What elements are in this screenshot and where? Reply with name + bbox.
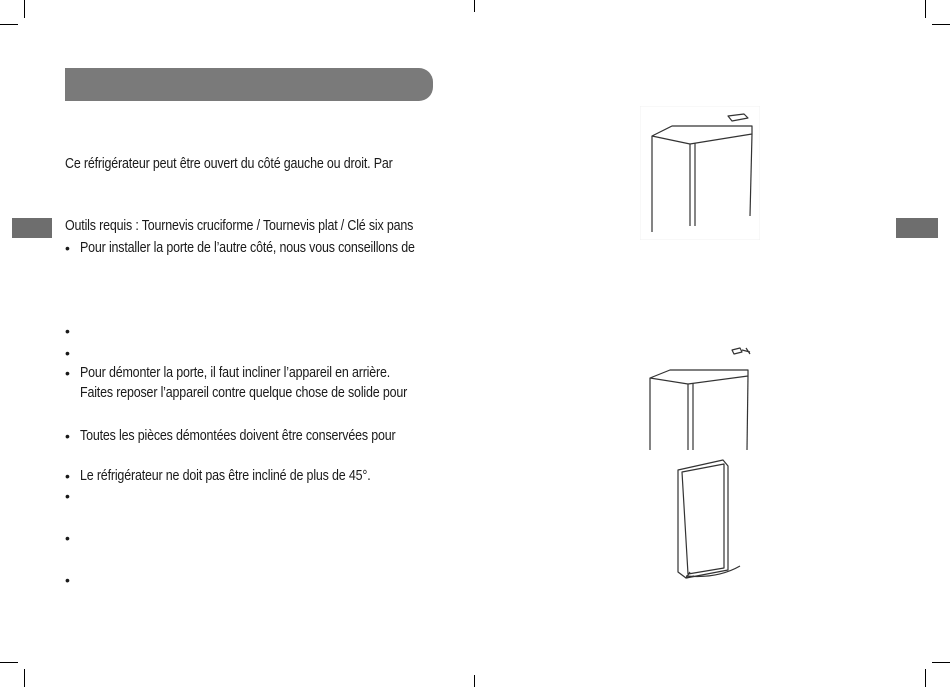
bullet: •	[65, 240, 70, 256]
bullet: •	[65, 572, 70, 588]
bullet: •	[65, 468, 70, 484]
section-header-bar	[65, 68, 433, 101]
fridge-hinge-cover-figure	[640, 106, 760, 240]
bullet: •	[65, 428, 70, 444]
intro-text: Ce réfrigérateur peut être ouvert du côté gauche ou droit. Par	[65, 156, 393, 172]
right-page-tab	[896, 218, 938, 238]
bullet: •	[65, 530, 70, 546]
bullet-text: Pour installer la porte de l’autre côté, nous vous conseillons de	[80, 240, 415, 256]
crop-mark	[474, 0, 475, 12]
bullet-text: Pour démonter la porte, il faut incliner l’appareil en arrière.	[80, 365, 391, 381]
bullet: •	[65, 345, 70, 361]
crop-mark	[925, 669, 926, 687]
crop-mark	[474, 675, 475, 687]
crop-mark	[925, 0, 926, 18]
crop-mark	[932, 662, 950, 663]
crop-mark	[24, 669, 25, 687]
bullet-text: Faites reposer l’appareil contre quelque chose de solide pour	[80, 385, 408, 401]
left-page-tab	[12, 218, 52, 238]
crop-mark	[0, 662, 18, 663]
bullet-text: Toutes les pièces démontées doivent être conservées pour	[80, 428, 396, 444]
door-removed-figure	[668, 458, 760, 582]
tools-text: Outils requis : Tournevis cruciforme / Tournevis plat / Clé six pans	[65, 218, 414, 234]
crop-mark	[24, 0, 25, 18]
bullet: •	[65, 488, 70, 504]
crop-mark	[0, 24, 18, 25]
bullet: •	[65, 365, 70, 381]
crop-mark	[932, 24, 950, 25]
bullet: •	[65, 323, 70, 339]
bullet-text: Le réfrigérateur ne doit pas être incliné de plus de 45°.	[80, 468, 371, 484]
fridge-hinge-removal-figure	[640, 338, 760, 456]
